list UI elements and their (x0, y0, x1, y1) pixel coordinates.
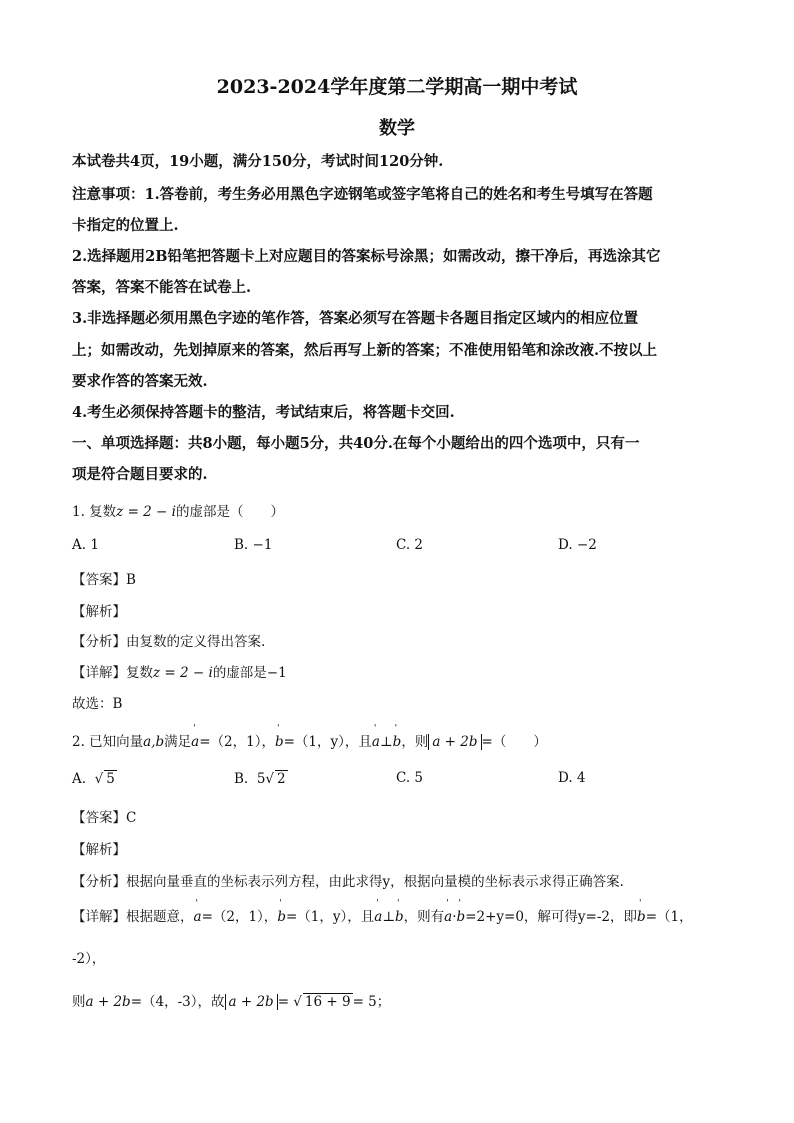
vector-b-symbol: ' b (457, 909, 466, 925)
q2-detail-cont: -2）， (72, 951, 106, 967)
q2-option-b-label: B. (234, 771, 249, 787)
q2-final-norm (225, 994, 278, 1010)
vector-b-symbol: ' b (277, 909, 286, 925)
q1-stem-prefix: 1. 复数 (72, 504, 117, 520)
q2-final: 则a + 2b=（4，-3），故 a + 2b = √ 16 + 9 = 5； (72, 994, 391, 1010)
q2-then: ，则 (401, 734, 429, 750)
q2-detail-b: =（1，y），且 (285, 909, 375, 925)
q2-final-sum: =（4，-3），故 (130, 994, 225, 1010)
q2-option-b: B. 5√ 2 (234, 771, 286, 787)
q1-stem-suffix: 的虚部是（ ） (175, 504, 284, 520)
q2-final-norm-inner: a + 2b (228, 994, 274, 1010)
notice-2b: 答案，答案不能答在试卷上. (72, 279, 252, 296)
q2-final-result: = 5； (352, 994, 391, 1010)
q2-norm-inner: a + 2b (432, 734, 478, 750)
q1-answer: 【答案】B (72, 572, 136, 588)
vector-a-symbol: ' a (191, 734, 199, 750)
q2-option-a: A. √ 5 (72, 771, 115, 787)
notice-4: 4.考生必须保持答题卡的整洁，考试结束后，将答题卡交回. (72, 404, 455, 421)
q2-option-d: D. 4 (558, 770, 586, 786)
section-heading-1: 一、单项选择题：共8小题，每小题5分，共40分.在每个小题给出的四个选项中，只有一 (72, 435, 640, 452)
q1-conclusion: 故选：B (72, 696, 123, 712)
q2-a-eq: =（2，1）， (199, 734, 275, 750)
q2-detail-a: =（2，1）， (201, 909, 278, 925)
q1-stem-math: z = 2 − i (116, 504, 176, 520)
q2-norm (428, 734, 481, 750)
vector-b-symbol: ' b (395, 909, 404, 925)
q2-final-eq: = (277, 994, 289, 1010)
q2-final-vec-sum: a + 2b (85, 994, 131, 1010)
q1-option-a: A. 1 (72, 537, 99, 553)
q2-stem-mid: 满足 (164, 734, 192, 750)
intro-line: 本试卷共4页，19小题，满分150分，考试时间120分钟. (72, 153, 444, 170)
q2-stem-prefix: 2. 已知向量 (72, 734, 144, 750)
notice-3c: 要求作答的答案无效. (72, 373, 208, 390)
q2-stem-suffix: =（ ） (481, 734, 547, 750)
q2-detail-then: ，则有 (403, 909, 445, 925)
q2-option-a-label: A. (72, 771, 87, 787)
q1-fenxi: 【分析】由复数的定义得出答案. (72, 634, 266, 650)
q2-stem (72, 730, 722, 750)
vector-b-symbol: ' b (275, 734, 284, 750)
q1-detail-math: z = 2 − i (153, 665, 213, 681)
q1-detail-prefix: 【详解】复数 (72, 665, 153, 681)
vector-b-symbol: ' b (637, 909, 646, 925)
notice-2a: 2.选择题用2B铅笔把答题卡上对应题目的答案标号涂黑；如需改动，擦干净后，再选涂其它 (72, 248, 661, 265)
q2-detail-b2: =（1， (645, 909, 693, 925)
q1-option-b: B. −1 (234, 537, 273, 553)
vector-a-symbol: ' a (374, 909, 382, 925)
q2-b-eq: =（1，y），且 (283, 734, 372, 750)
q2-analysis-label: 【解析】 (72, 842, 126, 858)
q2-detail-prefix: 【详解】根据题意， (72, 909, 194, 925)
q1-option-d: D. −2 (558, 537, 597, 553)
q2-stem-vecs: a,b (143, 734, 165, 750)
q1-analysis-label: 【解析】 (72, 604, 126, 620)
subject-title: 数学 (379, 118, 415, 139)
section-heading-2: 项是符合题目要求的. (72, 466, 208, 483)
q1-stem (72, 500, 722, 520)
exam-title: 2023-2024学年度第二学期高一期中考试 (216, 76, 578, 98)
vector-a-symbol: ' a (444, 909, 452, 925)
vector-a-symbol: ' a (372, 734, 380, 750)
q2-final-prefix: 则 (72, 994, 86, 1010)
perp-symbol: ⊥ (382, 909, 396, 925)
q2-option-b-radicand: 2 (277, 771, 286, 787)
q2-option-b-coef: 5 (256, 771, 266, 787)
vector-a-symbol: ' a (194, 909, 202, 925)
q2-detail: 【详解】根据题意，' a=（2，1），' b=（1，y），且' a⊥' b，则有' a·' b=2+y=0，解可得y=-2，即' b=（1， (72, 905, 722, 925)
q2-detail-dot: =2+y=0，解可得y=-2，即 (465, 909, 638, 925)
vector-b-symbol: ' b (393, 734, 402, 750)
notice-3a: 3.非选择题必须用黑色字迹的笔作答，答案必须写在答题卡各题目指定区域内的相应位置 (72, 310, 639, 327)
q2-answer: 【答案】C (72, 810, 137, 826)
q2-final-root: 16 + 9 (304, 994, 351, 1010)
notice-3b: 上；如需改动，先划掉原来的答案，然后再写上新的答案；不准使用铅笔和涂改液.不按以上 (72, 342, 658, 359)
q2-option-c: C. 5 (396, 770, 424, 786)
notice-1a: 注意事项：1.答卷前，考生务必用黑色字迹钢笔或签字笔将自己的姓名和考生号填写在答题 (72, 186, 653, 203)
q2-fenxi: 【分析】根据向量垂直的坐标表示列方程，由此求得y，根据向量模的坐标表示求得正确答案. (72, 874, 624, 890)
q1-detail-suffix: 的虚部是−1 (212, 665, 287, 681)
notice-1b: 卡指定的位置上. (72, 217, 179, 234)
perp-symbol: ⊥ (379, 734, 393, 750)
q1-detail (72, 661, 722, 681)
q1-option-c: C. 2 (396, 537, 424, 553)
q2-option-a-radicand: 5 (106, 771, 115, 787)
